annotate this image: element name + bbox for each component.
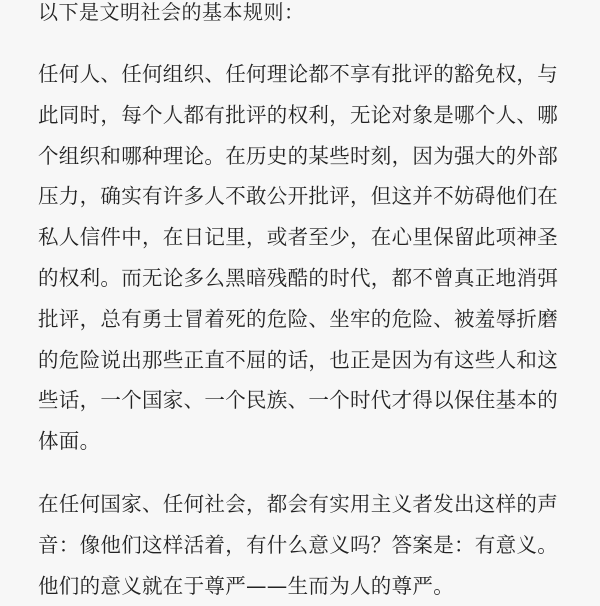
paragraph-dignity [38,484,558,606]
text-line: 音：像他们这样活着，有什么意义吗？答案是：有意义。 [38,532,558,557]
text-line: 体面。 [38,429,101,454]
text-line: 任何人、任何组织、任何理论都不享有批评的豁免权，与 [38,62,558,86]
intro-line: 以下是文明社会的基本规则： [38,0,305,24]
text-line: 个组织和哪种理论。在历史的某些时刻，因为强大的外部 [38,143,558,168]
paragraph-criticism [38,54,558,462]
text-line: 的危险说出那些正直不屈的话，也正是因为有这些人和这 [38,347,558,372]
text-line: 他们的意义就在于尊严——生而为人的尊严。 [38,573,454,598]
text-line: 此同时，每个人都有批评的权利，无论对象是哪个人、哪 [38,102,558,127]
text-line: 的权利。而无论多么黑暗残酷的时代，都不曾真正地消弭 [38,265,558,290]
text-line: 在任何国家、任何社会，都会有实用主义者发出这样的声 [38,492,558,516]
text-line: 些话，一个国家、一个民族、一个时代才得以保住基本的 [38,388,558,413]
text-line: 批评，总有勇士冒着死的危险、坐牢的危险、被羞辱折磨 [38,306,558,331]
text-line: 压力，确实有许多人不敢公开批评，但这并不妨碍他们在 [38,184,558,209]
text-line: 私人信件中，在日记里，或者至少，在心里保留此项神圣 [38,225,558,250]
